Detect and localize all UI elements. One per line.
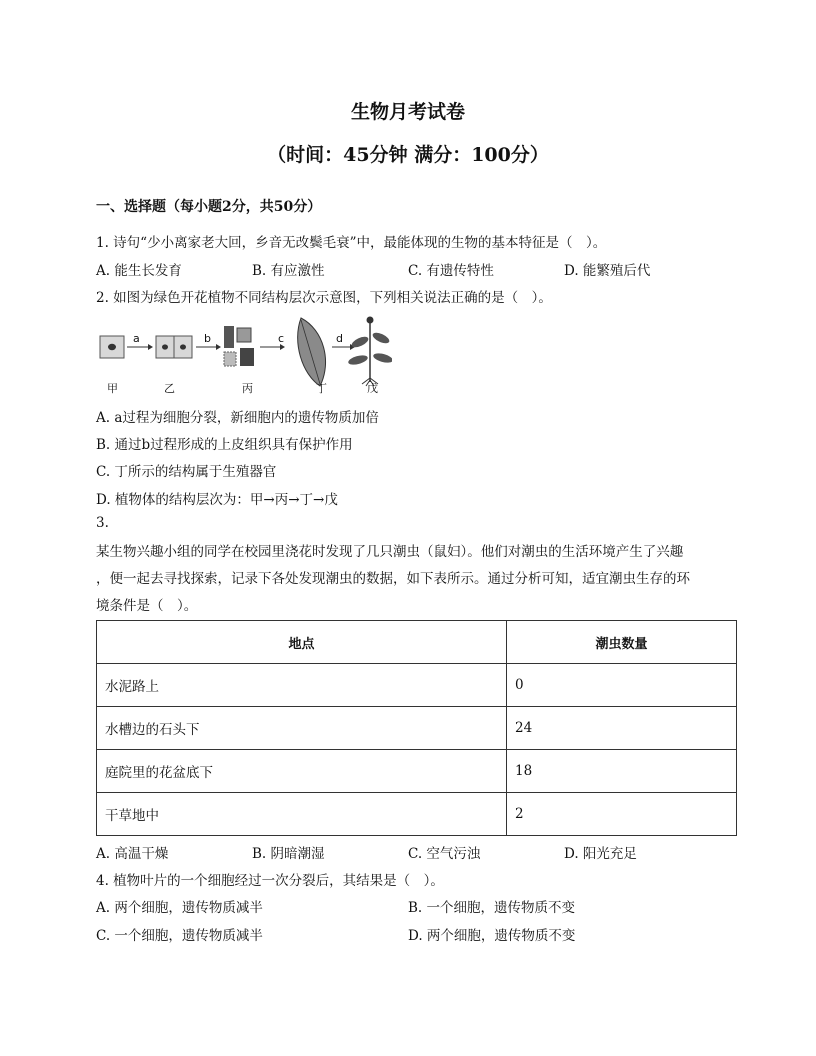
q3-option-c: C. 空气污浊 (408, 846, 481, 862)
question-2-stem: 2. 如图为绿色开花植物不同结构层次示意图，下列相关说法正确的是（ ）。 (96, 290, 552, 306)
stage-label-yi: 乙 (164, 382, 175, 395)
q2-option-c: C. 丁所示的结构属于生殖器官 (96, 464, 277, 480)
q4-option-c: C. 一个细胞，遗传物质减半 (96, 928, 263, 944)
q3-option-b: B. 阴暗潮湿 (252, 846, 325, 862)
stage-label-jia: 甲 (107, 382, 118, 395)
question-3-stem-line-1: 某生物兴趣小组的同学在校园里浇花时发现了几只潮虫（鼠妇）。他们对潮虫的生活环境产生了兴趣 (96, 544, 684, 560)
stage-label-wu: 戊 (367, 382, 378, 395)
table-row (97, 664, 737, 707)
q3-option-d: D. 阳光充足 (564, 846, 637, 862)
woodlouse-count-table (96, 620, 737, 836)
q4-option-b: B. 一个细胞，遗传物质不变 (408, 900, 576, 916)
page-subtitle: （时间：45分钟 满分：100分） (267, 144, 549, 166)
q3-option-a: A. 高温干燥 (96, 846, 169, 862)
two-cells-icon (156, 336, 192, 358)
question-4-stem: 4. 植物叶片的一个细胞经过一次分裂后，其结果是（ ）。 (96, 873, 444, 889)
table-row (97, 707, 737, 750)
table-row (97, 793, 737, 836)
question-1-stem: 1. 诗句“少小离家老大回，乡音无改鬓毛衰”中，最能体现的生物的基本特征是（ ）。 (96, 235, 607, 251)
q1-option-a: A. 能生长发育 (96, 263, 182, 279)
q2-option-a: A. a过程为细胞分裂，新细胞内的遗传物质加倍 (96, 410, 379, 426)
tissue-icon (224, 326, 254, 366)
question-3-number: 3. (96, 515, 109, 531)
arrow-label-a: a (133, 332, 140, 345)
q4-option-d: D. 两个细胞，遗传物质不变 (408, 928, 576, 944)
q4-option-a: A. 两个细胞，遗传物质减半 (96, 900, 263, 916)
cell-location: 干草地中 (97, 793, 507, 836)
section-heading: 一、选择题（每小题2分，共50分） (96, 199, 322, 215)
cell-count: 24 (507, 707, 737, 750)
stage-label-ding: 丁 (316, 382, 327, 395)
arrow-label-d: d (336, 332, 343, 345)
cell-count: 18 (507, 750, 737, 793)
single-cell-icon (100, 336, 124, 358)
cell-location: 庭院里的花盆底下 (97, 750, 507, 793)
cell-location: 水槽边的石头下 (97, 707, 507, 750)
q2-option-b: B. 通过b过程形成的上皮组织具有保护作用 (96, 437, 353, 453)
stage-label-bing: 丙 (242, 382, 253, 395)
q2-option-d: D. 植物体的结构层次为：甲→丙→丁→戊 (96, 492, 338, 508)
page-title: 生物月考试卷 (350, 101, 465, 123)
question-3-stem-line-3: 境条件是（ ）。 (96, 598, 198, 614)
leaf-icon (298, 318, 326, 386)
table-header-row (97, 621, 737, 664)
arrow-label-c: c (278, 332, 285, 345)
cell-location: 水泥路上 (97, 664, 507, 707)
cell-count: 2 (507, 793, 737, 836)
plant-icon (347, 317, 392, 387)
cell-count: 0 (507, 664, 737, 707)
table-row (97, 750, 737, 793)
q1-option-d: D. 能繁殖后代 (564, 263, 651, 279)
q1-option-c: C. 有遗传特性 (408, 263, 494, 279)
header-location: 地点 (97, 621, 507, 664)
header-count: 潮虫数量 (507, 621, 737, 664)
arrow-label-b: b (204, 332, 211, 345)
question-3-stem-line-2: ，便一起去寻找探索，记录下各处发现潮虫的数据，如下表所示。通过分析可知，适宜潮虫生存的环 (96, 571, 690, 587)
q1-option-b: B. 有应激性 (252, 263, 325, 279)
